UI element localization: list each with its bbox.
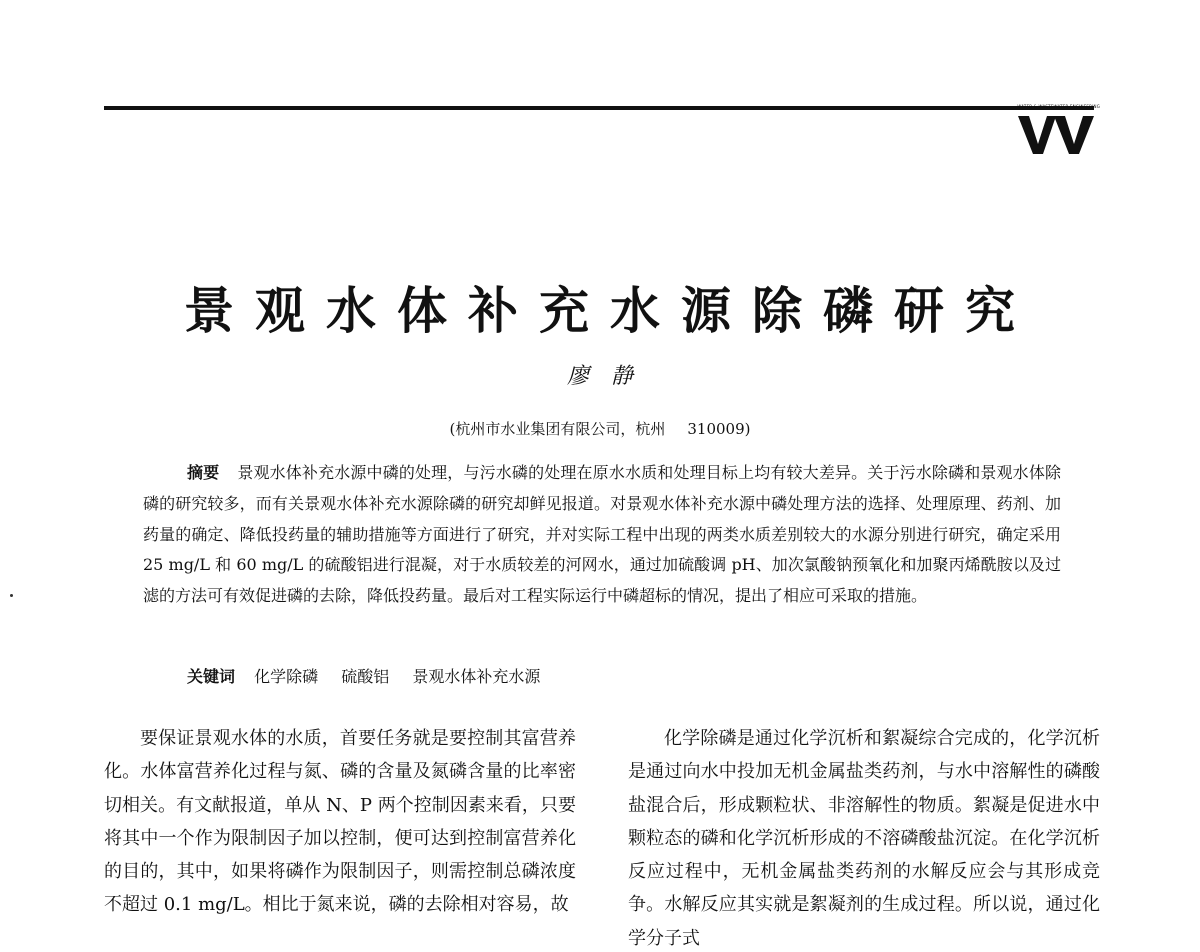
keyword-item: 化学除磷: [254, 667, 319, 686]
logo-tagline: WATER & WASTEWATER ENGINEERING: [1017, 104, 1100, 109]
paper-title: 景观水体补充水源除磷研究: [184, 282, 1036, 340]
abstract-label: 摘要: [187, 463, 220, 482]
abstract: [143, 458, 1061, 612]
affiliation-zip: 310009): [687, 420, 751, 438]
body-left-column: 要保证景观水体的水质，首要任务就是要控制其富营养化。水体富营养化过程与氮、磷的含量及氮磷含量的比率密切相关。有文献报道，单从 N、P 两个控制因素来看，只要将其中一个作为限制因子加以控制，便可达到控制富营养化的目的，其中，如果将磷作为限制因子，则需控制总磷浓度不超过 0.1 mg/L。相比于氮来说，磷的去除相对容易，故: [104, 728, 576, 916]
keywords-label: 关键词: [187, 667, 236, 686]
author-name: 廖静: [566, 364, 655, 389]
scan-speck: [10, 594, 13, 597]
journal-logo: [1012, 104, 1100, 156]
abstract-text: 景观水体补充水源中磷的处理，与污水磷的处理在原水水质和处理目标上均有较大差异。关于污水除磷和景观水体除磷的研究较多，而有关景观水体补充水源除磷的研究却鲜见报道。对景观水体补充水源中磷处理方法的选择、处理原理、药剂、加药量的确定、降低投药量的辅助措施等方面进行了研究，并对实际工程中出现的两类水质差别较大的水源分别进行研究，确定采用 25 mg/L 和 60 mg/L 的硫酸铝进行混凝，对于水质较差的河网水，通过加硫酸调 pH、加次氯酸钠预氧化和加聚丙烯酰胺以及过滤的方法可有效促进磷的去除，降低投药量。最后对工程实际运行中磷超标的情况，提出了相应可采取的措施。: [143, 463, 1061, 606]
ww-logo-icon: [1018, 116, 1098, 154]
keyword-item: 硫酸铝: [341, 667, 390, 686]
keyword-item: 景观水体补充水源: [412, 667, 541, 686]
header-rule: [104, 106, 1094, 110]
affiliation-org: (杭州市水业集团有限公司，杭州: [449, 420, 666, 438]
keywords: [187, 662, 1057, 692]
affiliation: [0, 418, 1200, 440]
body-right-column: 化学除磷是通过化学沉析和絮凝综合完成的，化学沉析是通过向水中投加无机金属盐类药剂，与水中溶解性的磷酸盐混合后，形成颗粒状、非溶解性的物质。絮凝是促进水中颗粒态的磷和化学沉析形成的不溶磷酸盐沉淀。在化学沉析反应过程中，无机金属盐类药剂的水解反应会与其形成竞争。水解反应其实就是絮凝剂的生成过程。所以说，通过化学分子式: [628, 728, 1100, 949]
